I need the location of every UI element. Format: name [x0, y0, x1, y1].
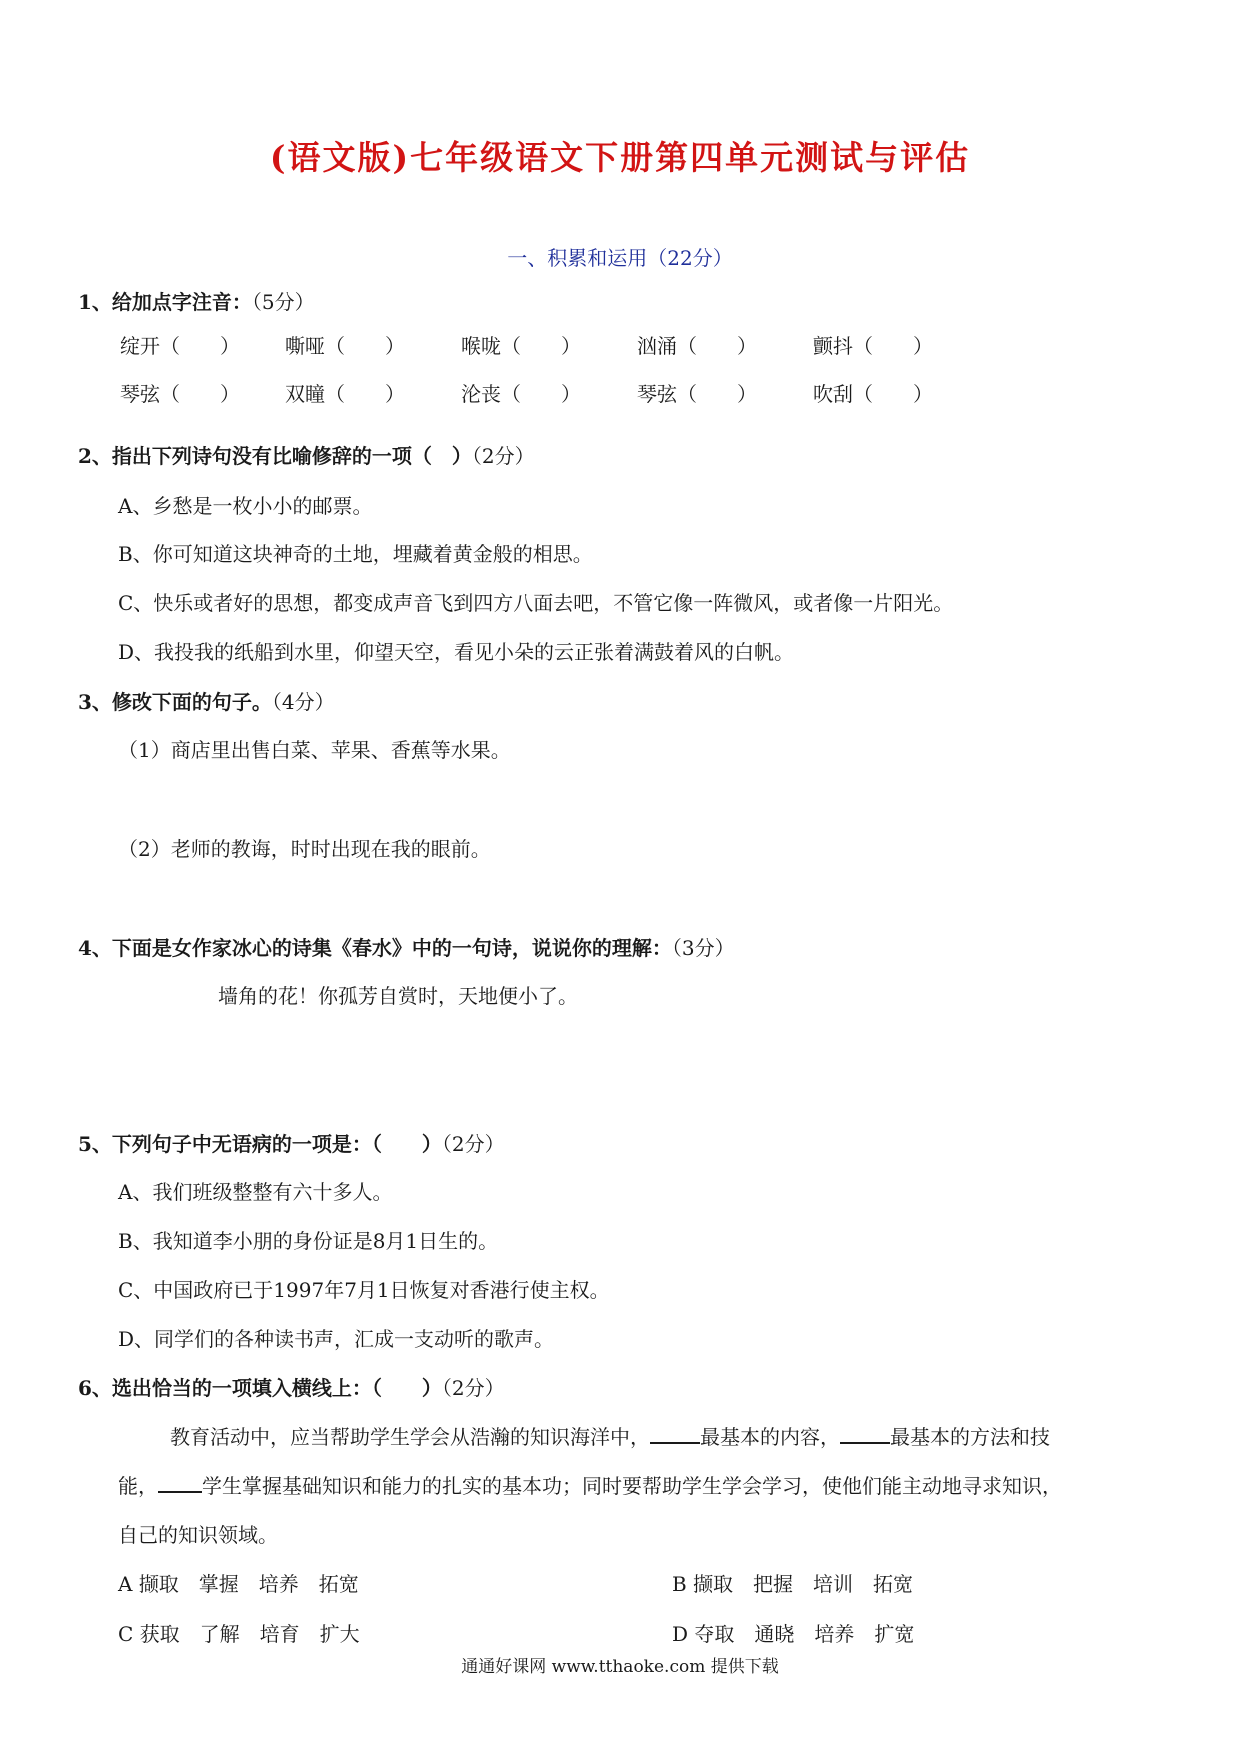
- passage-text: 教育活动中，应当帮助学生学会从浩瀚的知识海洋中，: [170, 1425, 650, 1449]
- answer-blank[interactable]: [158, 1473, 202, 1493]
- question-6-label: 6、选出恰当的一项填入横线上：（ ）: [78, 1376, 442, 1400]
- answer-blank[interactable]: [650, 1424, 700, 1444]
- question-1-label: 1、给加点字注音：: [78, 290, 252, 314]
- choice-a: A 撷取 掌握 培养 拓宽: [118, 1572, 359, 1596]
- passage-text: 能，: [118, 1474, 158, 1498]
- sentence-item: （1）商店里出售白菜、苹果、香蕉等水果。: [118, 738, 511, 762]
- question-2: [78, 440, 535, 469]
- question-3-label: 3、修改下面的句子。: [78, 690, 272, 714]
- question-2-score: （2分）: [471, 444, 535, 468]
- pinyin-item: 绽开（ ）: [120, 334, 240, 358]
- pinyin-item: 吹刮（ ）: [813, 382, 933, 406]
- passage-line-2: [118, 1470, 1062, 1499]
- question-4-label: 4、下面是女作家冰心的诗集《春水》中的一句诗，说说你的理解：: [78, 936, 672, 960]
- question-1-score: （5分）: [251, 290, 315, 314]
- choice-b: B 撷取 把握 培训 拓宽: [672, 1572, 914, 1596]
- pinyin-item: 喉咙（ ）: [461, 334, 581, 358]
- pinyin-item: 琴弦（ ）: [120, 382, 240, 406]
- option-d: D、同学们的各种读书声，汇成一支动听的歌声。: [118, 1327, 555, 1351]
- question-5-label: 5、下列句子中无语病的一项是：（ ）: [78, 1132, 442, 1156]
- sentence-item: （2）老师的教诲，时时出现在我的眼前。: [118, 837, 491, 861]
- passage-text: 最基本的内容，: [700, 1425, 840, 1449]
- question-5: [78, 1128, 505, 1157]
- question-5-score: （2分）: [441, 1132, 505, 1156]
- option-a: A、我们班级整整有六十多人。: [118, 1180, 393, 1204]
- option-d: D、我投我的纸船到水里，仰望天空，看见小朵的云正张着满鼓着风的白帆。: [118, 640, 795, 664]
- pinyin-item: 汹涌（ ）: [637, 334, 757, 358]
- passage-text: 最基本的方法和技: [890, 1425, 1050, 1449]
- choice-d: D 夺取 通晓 培养 扩宽: [672, 1622, 915, 1646]
- passage-line-3: 自己的知识领域。: [118, 1523, 278, 1547]
- option-a: A、乡愁是一枚小小的邮票。: [118, 494, 373, 518]
- question-3: [78, 686, 335, 715]
- option-b: B、我知道李小朋的身份证是8月1日生的。: [118, 1229, 499, 1253]
- pinyin-item: 沦丧（ ）: [461, 382, 581, 406]
- document-title: (语文版)七年级语文下册第四单元测试与评估: [269, 138, 971, 177]
- pinyin-item: 琴弦（ ）: [637, 382, 757, 406]
- passage-text: 学生掌握基础知识和能力的扎实的基本功；同时要帮助学生学会学习，使他们能主动地寻求知识，: [202, 1474, 1062, 1498]
- section-heading: 一、积累和运用（22分）: [507, 246, 733, 270]
- answer-blank[interactable]: [840, 1424, 890, 1444]
- pinyin-item: 双瞳（ ）: [285, 382, 405, 406]
- question-6-score: （2分）: [441, 1376, 505, 1400]
- question-6: [78, 1372, 505, 1401]
- option-b: B、你可知道这块神奇的土地，埋藏着黄金般的相思。: [118, 542, 593, 566]
- option-c: C、中国政府已于1997年7月1日恢复对香港行使主权。: [118, 1278, 610, 1302]
- question-2-label: 2、指出下列诗句没有比喻修辞的一项（ ）: [78, 444, 472, 468]
- poem-quote: 墙角的花！你孤芳自赏时，天地便小了。: [218, 984, 578, 1008]
- option-c: C、快乐或者好的思想，都变成声音飞到四方八面去吧，不管它像一阵微风，或者像一片阳光。: [118, 591, 954, 615]
- pinyin-item: 颤抖（ ）: [813, 334, 933, 358]
- passage-line-1: [170, 1421, 1050, 1450]
- question-1: [78, 286, 315, 315]
- question-3-score: （4分）: [271, 690, 335, 714]
- pinyin-item: 嘶哑（ ）: [285, 334, 405, 358]
- choice-c: C 获取 了解 培育 扩大: [118, 1622, 360, 1646]
- question-4-score: （3分）: [671, 936, 735, 960]
- question-4: [78, 932, 735, 961]
- page-footer: 通通好课网 www.tthaoke.com 提供下载: [461, 1657, 779, 1677]
